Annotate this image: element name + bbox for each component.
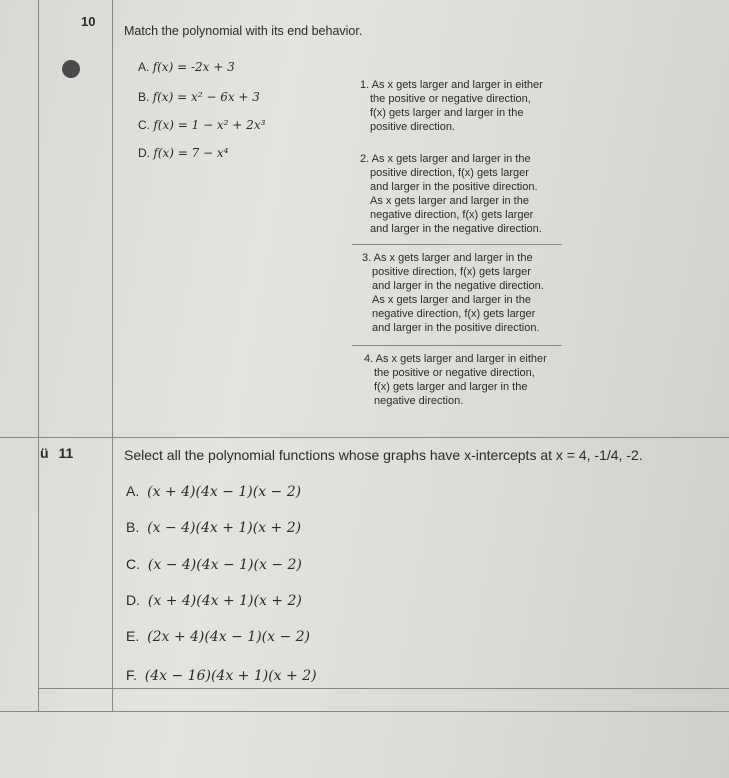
question-10-number: 10	[81, 14, 96, 29]
option-label: B.	[138, 90, 150, 104]
option-expression: f(x) = -2x + 3	[152, 60, 235, 74]
choice-e[interactable]	[126, 628, 310, 645]
behavior-line: the positive or negative direction,	[370, 93, 531, 105]
behavior-3	[362, 251, 582, 335]
behavior-2	[360, 152, 580, 236]
choice-label: B.	[126, 519, 140, 535]
behavior-line: negative direction, f(x) gets larger	[372, 308, 536, 320]
behavior-line: and larger in the negative direction.	[372, 280, 544, 292]
option-d	[138, 146, 229, 160]
behavior-line: and larger in the negative direction.	[370, 223, 542, 235]
choice-expression: (4x − 16)(4x + 1)(x + 2)	[144, 668, 317, 684]
option-a	[138, 60, 235, 74]
behavior-line: 1. As x gets larger and larger in either	[360, 79, 543, 91]
punch-hole-icon	[62, 60, 80, 78]
behavior-line: and larger in the positive direction.	[370, 181, 538, 193]
choice-label: A.	[126, 483, 140, 499]
behavior-line: As x gets larger and larger in the	[370, 195, 529, 207]
option-b	[138, 90, 260, 104]
choice-label: F.	[126, 667, 137, 683]
behavior-line: f(x) gets larger and larger in the	[370, 107, 524, 119]
option-expression: f(x) = 7 − x⁴	[153, 146, 229, 160]
choice-label: D.	[126, 592, 140, 608]
question-divider	[0, 437, 729, 438]
behavior-line: 2. As x gets larger and larger in the	[360, 153, 531, 165]
behavior-4	[364, 352, 584, 408]
question-10-prompt: Match the polynomial with its end behavior.	[124, 24, 363, 38]
question-11-number	[40, 445, 73, 461]
behavior-line: and larger in the positive direction.	[372, 322, 540, 334]
choice-c[interactable]	[126, 556, 302, 573]
choice-expression: (x + 4)(4x + 1)(x + 2)	[147, 593, 302, 609]
behavior-line: negative direction.	[374, 395, 464, 407]
behavior-line: 3. As x gets larger and larger in the	[362, 252, 533, 264]
option-label: A.	[138, 60, 150, 74]
behavior-line: positive direction, f(x) gets larger	[370, 167, 529, 179]
choice-label: E.	[126, 628, 140, 644]
behavior-line: positive direction, f(x) gets larger	[372, 266, 531, 278]
behavior-line: f(x) gets larger and larger in the	[374, 381, 528, 393]
lower-bottom-line	[0, 711, 729, 712]
behavior-line: the positive or negative direction,	[374, 367, 535, 379]
choice-expression: (x + 4)(4x − 1)(x − 2)	[147, 484, 302, 500]
behavior-line: As x gets larger and larger in the	[372, 294, 531, 306]
choice-b[interactable]	[126, 519, 301, 536]
choice-f[interactable]	[126, 667, 317, 684]
choice-d[interactable]	[126, 592, 302, 609]
left-margin-line	[38, 0, 39, 712]
choice-expression: (x − 4)(4x − 1)(x − 2)	[147, 557, 302, 573]
behavior-line: positive direction.	[370, 121, 455, 133]
choice-expression: (x − 4)(4x + 1)(x + 2)	[147, 520, 302, 536]
behavior-line: negative direction, f(x) gets larger	[370, 209, 534, 221]
bottom-border-line	[38, 688, 729, 689]
choice-label: C.	[126, 556, 140, 572]
question-11-prompt: Select all the polynomial functions whose graphs have x-intercepts at x = 4, -1/4, -2.	[124, 447, 643, 463]
behavior-divider	[352, 345, 562, 346]
behavior-divider	[352, 244, 562, 245]
option-label: D.	[138, 146, 150, 160]
choice-a[interactable]	[126, 483, 301, 500]
behavior-1	[360, 78, 580, 134]
option-label: C.	[138, 118, 150, 132]
behavior-line: 4. As x gets larger and larger in either	[364, 353, 547, 365]
question-11-marker: ü	[40, 445, 49, 461]
number-column-line	[112, 0, 113, 712]
option-expression: f(x) = 1 − x² + 2x³	[153, 118, 266, 132]
choice-expression: (2x + 4)(4x − 1)(x − 2)	[147, 629, 311, 645]
option-c	[138, 118, 265, 132]
question-11-label: 11	[58, 445, 74, 461]
option-expression: f(x) = x² − 6x + 3	[152, 90, 260, 104]
